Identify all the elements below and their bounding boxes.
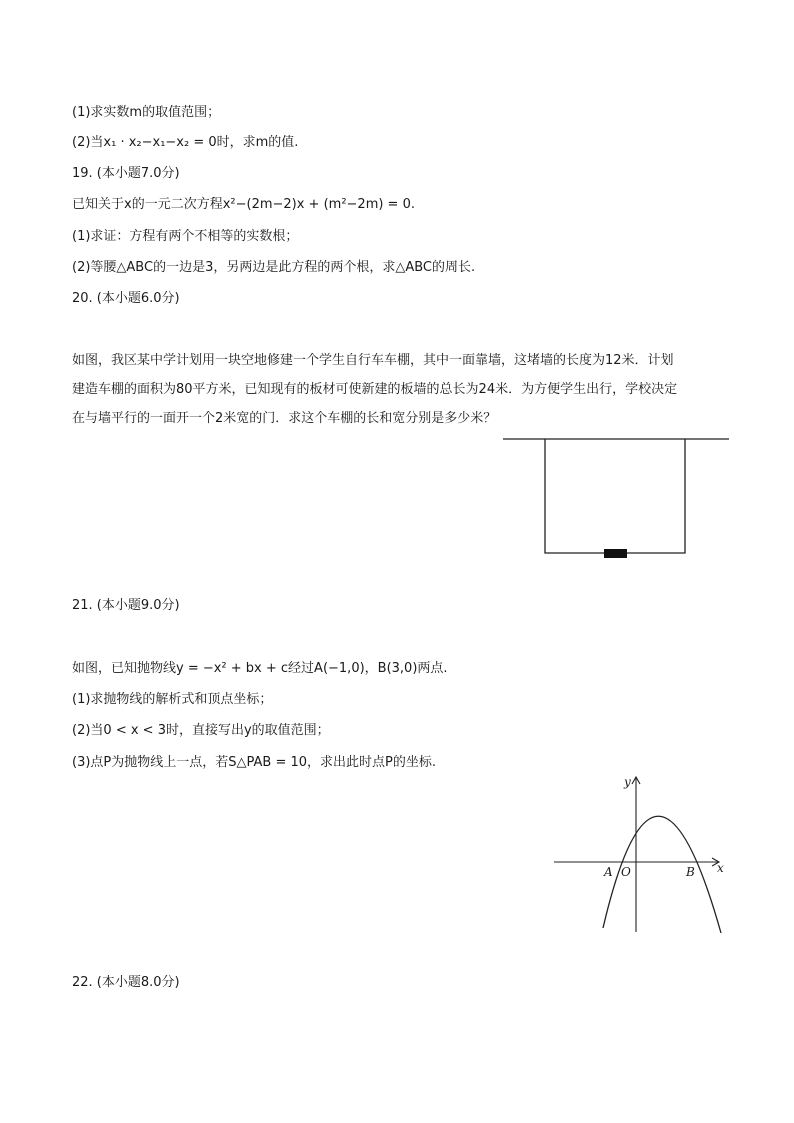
q20-line-3: 在与墙平行的一面开一个2米宽的门．求这个车棚的长和宽分别是多少米？ [72,411,497,426]
q21-part3: (3)点P为抛物线上一点，若S△PAB = 10，求出此时点P的坐标. [72,755,436,770]
parabola-figure [548,770,734,940]
shed-door [604,549,627,558]
q22-heading: 22. (本小题8.0分) [72,975,180,990]
y-axis-label: y [624,775,631,789]
shed-fence [545,439,685,553]
q21-stem: 如图，已知抛物线y = −x² + bx + c经过A(−1,0)，B(3,0)两点. [72,661,448,676]
q19-part2: (2)等腰△ABC的一边是3，另两边是此方程的两个根，求△ABC的周长. [72,260,476,275]
point-b-label: B [686,865,695,879]
q21-part2: (2)当0 < x < 3时，直接写出y的取值范围； [72,723,330,738]
q20-line-2: 建造车棚的面积为80平方米，已知现有的板材可使新建的板墙的总长为24米．为方便学生出行，学校决定 [72,382,678,397]
x-axis-label: x [717,861,724,875]
q18-part1: (1)求实数m的取值范围； [72,105,221,120]
origin-label: O [621,865,631,879]
q20-line-1: 如图，我区某中学计划用一块空地修建一个学生自行车车棚，其中一面靠墙，这堵墙的长度为12米．计划 [72,353,674,368]
q21-heading: 21. (本小题9.0分) [72,598,180,613]
q20-heading: 20. (本小题6.0分) [72,291,180,306]
bike-shed-figure [500,432,732,562]
q19-stem: 已知关于x的一元二次方程x²−(2m−2)x + (m²−2m) = 0. [72,197,415,212]
q18-part2: (2)当x₁ · x₂−x₁−x₂ = 0时，求m的值. [72,135,299,150]
point-a-label: A [604,865,613,879]
q20-problem-text [72,352,732,439]
q19-part1: (1)求证：方程有两个不相等的实数根； [72,229,299,244]
q19-heading: 19. (本小题7.0分) [72,166,180,181]
q21-part1: (1)求抛物线的解析式和顶点坐标； [72,692,273,707]
